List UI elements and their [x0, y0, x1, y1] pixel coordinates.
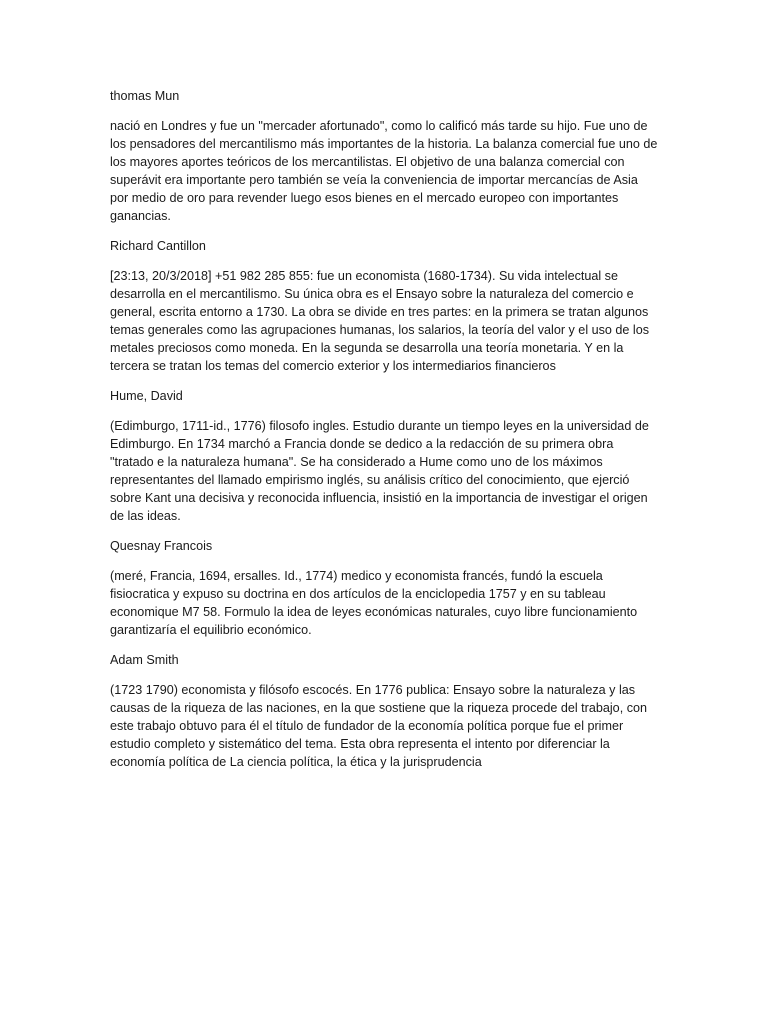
section-body-richard-cantillon: [23:13, 20/3/2018] +51 982 285 855: fue un economista (1680-1734). Su vida intelectual se desarrolla en el mercantilismo. Su única obra es el Ensayo sobre la naturaleza del comercio e general, escrita entorno a 1730. La obra se divide en tres partes: en la primera se tratan algunos temas generales como las agrupaciones humanas, los salarios, la teoría del valor y el uso de los metales preciosos como moneda. En la segunda se desarrolla una teoría monetaria. Y en la tercera se tratan los temas del comercio exterior y los intermediarios financieros [110, 269, 650, 373]
section-body-hume-david: (Edimburgo, 1711-id., 1776) filosofo ingles. Estudio durante un tiempo leyes en la universidad de Edimburgo. En 1734 marchó a Francia donde se dedico a la redacción de su primera obra "tratado e la naturaleza humana". Se ha considerado a Hume como uno de los máximos representantes del llamado empirismo inglés, su análisis crítico del conocimiento, que ejerció sobre Kant una decisiva y reconocida influencia, insistió en la importancia de investigar el origen de las ideas. [110, 419, 649, 523]
section-body-thomas-mun: nació en Londres y fue un "mercader afortunado", como lo calificó más tarde su hijo. Fue uno de los pensadores del mercantilismo más importantes de la historia. La balanza comercial fue uno de los mayores aportes teóricos de los mercantilistas. El objetivo de una balanza comercial con superávit era importante pero también se veía la conveniencia de importar mercancías de Asia por medio de oro para revender luego esos bienes en el mercado europeo con importantes ganancias. [110, 119, 658, 223]
section-body-adam-smith: (1723 1790) economista y filósofo escocés. En 1776 publica: Ensayo sobre la naturaleza y las causas de la riqueza de las naciones, en la que sostiene que la riqueza procede del trabajo, con este trabajo obtuvo para él el título de fundador de la economía política porque fue el primer estudio completo y sistemático del tema. Esta obra representa el intento por diferenciar la economía política de La ciencia política, la ética y la jurisprudencia [110, 683, 647, 769]
section-heading-hume-david: Hume, David [110, 389, 183, 403]
section-heading-quesnay-francois: Quesnay Francois [110, 539, 213, 553]
section-body-quesnay-francois: (meré, Francia, 1694, ersalles. Id., 1774) medico y economista francés, fundó la escuela fisiocratica y expuso su doctrina en dos artículos de la enciclopedia 1757 y en su tableau economique M7 58. Formulo la idea de leyes económicas naturales, cuyo libre funcionamiento garantizaría el equilibrio económico. [110, 569, 638, 637]
section-heading-richard-cantillon: Richard Cantillon [110, 239, 206, 253]
section-heading-adam-smith: Adam Smith [110, 653, 179, 667]
section-heading-thomas-mun: thomas Mun [110, 89, 180, 103]
document-page [110, 87, 658, 783]
